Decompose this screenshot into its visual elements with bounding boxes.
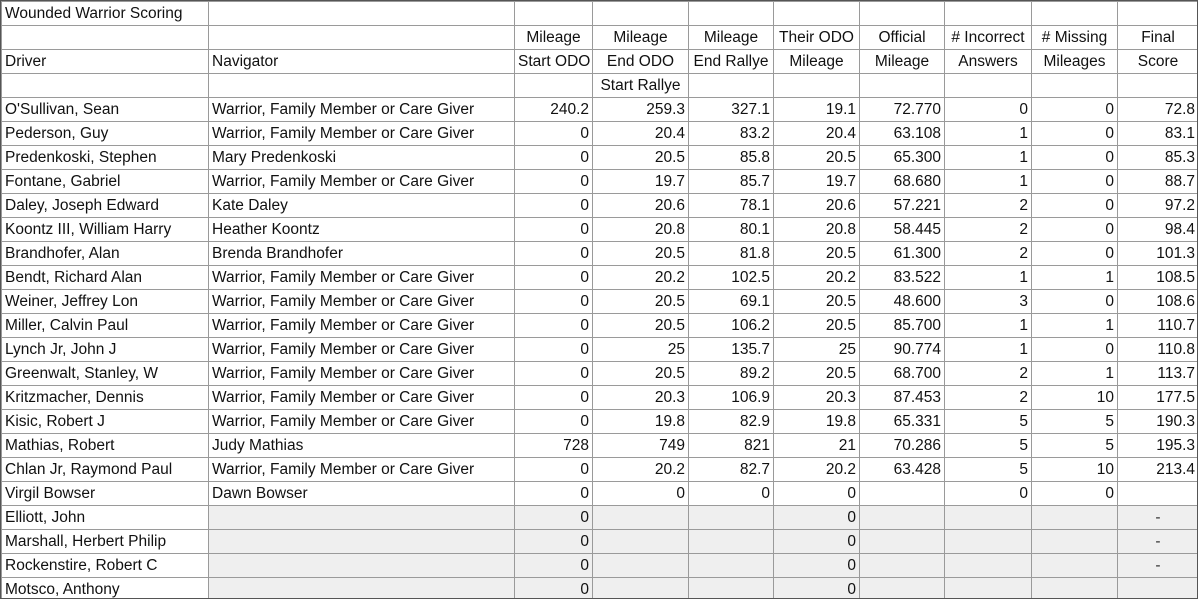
- cell-their-odo: 21: [774, 434, 860, 458]
- cell-start-odo: 0: [515, 554, 593, 578]
- cell-navigator: Heather Koontz: [209, 218, 515, 242]
- cell-driver: Elliott, John: [2, 506, 209, 530]
- cell-their-odo: 20.5: [774, 242, 860, 266]
- cell-navigator: Kate Daley: [209, 194, 515, 218]
- cell-incorrect-answers: 2: [945, 218, 1032, 242]
- cell-missing-mileages: 0: [1032, 482, 1118, 506]
- cell-navigator: Dawn Bowser: [209, 482, 515, 506]
- cell-missing-mileages: 1: [1032, 266, 1118, 290]
- cell-incorrect-answers: 3: [945, 290, 1032, 314]
- cell-navigator: Warrior, Family Member or Care Giver: [209, 266, 515, 290]
- cell-start-odo: 0: [515, 194, 593, 218]
- cell-their-odo: 20.2: [774, 266, 860, 290]
- cell-incorrect-answers: 5: [945, 434, 1032, 458]
- cell-start-odo: 0: [515, 170, 593, 194]
- cell-final-score: 101.3: [1118, 242, 1199, 266]
- header-incorrect-2: Answers: [945, 50, 1032, 74]
- cell-driver: Chlan Jr, Raymond Paul: [2, 458, 209, 482]
- header-row-2: [2, 50, 1199, 74]
- cell-end-odo: 20.3: [593, 386, 689, 410]
- table-row: [2, 146, 1199, 170]
- header-official-1: Official: [860, 26, 945, 50]
- header-their-odo-1: Their ODO: [774, 26, 860, 50]
- cell-navigator: Warrior, Family Member or Care Giver: [209, 314, 515, 338]
- cell-final-score: -: [1118, 530, 1199, 554]
- cell-final-score: 108.5: [1118, 266, 1199, 290]
- cell-start-odo: 0: [515, 410, 593, 434]
- cell-start-odo: 0: [515, 506, 593, 530]
- cell-end-odo: 19.8: [593, 410, 689, 434]
- header-final-1: Final: [1118, 26, 1199, 50]
- cell-end-rallye: 106.9: [689, 386, 774, 410]
- scoring-table: [1, 1, 1198, 599]
- cell-incorrect-answers: 2: [945, 386, 1032, 410]
- cell-official-mileage: 65.331: [860, 410, 945, 434]
- cell-start-odo: 0: [515, 290, 593, 314]
- cell-end-rallye: 78.1: [689, 194, 774, 218]
- cell-final-score: 213.4: [1118, 458, 1199, 482]
- cell-final-score: 108.6: [1118, 290, 1199, 314]
- header-row-1: [2, 26, 1199, 50]
- cell-missing-mileages: 0: [1032, 122, 1118, 146]
- cell-official-mileage: 48.600: [860, 290, 945, 314]
- cell-official-mileage: 58.445: [860, 218, 945, 242]
- cell-official-mileage: 70.286: [860, 434, 945, 458]
- header-navigator: Navigator: [209, 50, 515, 74]
- cell-end-odo: 0: [593, 482, 689, 506]
- cell-final-score: [1118, 578, 1199, 600]
- cell-driver: O'Sullivan, Sean: [2, 98, 209, 122]
- cell-their-odo: 20.6: [774, 194, 860, 218]
- cell-missing-mileages: 0: [1032, 338, 1118, 362]
- header-row-3: [2, 74, 1199, 98]
- cell-end-rallye: 81.8: [689, 242, 774, 266]
- cell-driver: Virgil Bowser: [2, 482, 209, 506]
- cell-official-mileage: 87.453: [860, 386, 945, 410]
- cell-official-mileage: 63.108: [860, 122, 945, 146]
- cell-start-odo: 0: [515, 338, 593, 362]
- cell-missing-mileages: 10: [1032, 386, 1118, 410]
- cell-final-score: 113.7: [1118, 362, 1199, 386]
- cell-final-score: 177.5: [1118, 386, 1199, 410]
- cell-incorrect-answers: 1: [945, 122, 1032, 146]
- cell-their-odo: 20.5: [774, 362, 860, 386]
- cell-their-odo: 19.1: [774, 98, 860, 122]
- cell-incorrect-answers: 1: [945, 170, 1032, 194]
- cell-end-odo: 20.5: [593, 362, 689, 386]
- cell-official-mileage: 68.680: [860, 170, 945, 194]
- table-row: [2, 578, 1199, 600]
- cell-start-odo: 0: [515, 530, 593, 554]
- cell-start-odo: 0: [515, 458, 593, 482]
- cell-official-mileage: 63.428: [860, 458, 945, 482]
- table-row: [2, 266, 1199, 290]
- cell-official-mileage: [860, 482, 945, 506]
- table-row: [2, 554, 1199, 578]
- cell-incorrect-answers: 2: [945, 194, 1032, 218]
- cell-final-score: 110.7: [1118, 314, 1199, 338]
- cell-navigator: Warrior, Family Member or Care Giver: [209, 98, 515, 122]
- cell-their-odo: 20.2: [774, 458, 860, 482]
- cell-end-rallye: 80.1: [689, 218, 774, 242]
- cell-official-mileage: 61.300: [860, 242, 945, 266]
- cell-navigator: Judy Mathias: [209, 434, 515, 458]
- cell-missing-mileages: 5: [1032, 434, 1118, 458]
- cell-official-mileage: 65.300: [860, 146, 945, 170]
- cell-incorrect-answers: 1: [945, 146, 1032, 170]
- header-end-rallye-2: End Rallye: [689, 50, 774, 74]
- cell-their-odo: 25: [774, 338, 860, 362]
- cell-final-score: [1118, 482, 1199, 506]
- cell-their-odo: 20.5: [774, 314, 860, 338]
- cell-end-rallye: 69.1: [689, 290, 774, 314]
- cell-driver: Fontane, Gabriel: [2, 170, 209, 194]
- cell-final-score: 195.3: [1118, 434, 1199, 458]
- cell-start-odo: 0: [515, 362, 593, 386]
- header-incorrect-1: # Incorrect: [945, 26, 1032, 50]
- cell-final-score: 97.2: [1118, 194, 1199, 218]
- header-their-odo-2: Mileage: [774, 50, 860, 74]
- cell-end-odo: 20.5: [593, 290, 689, 314]
- header-driver: Driver: [2, 50, 209, 74]
- cell-start-odo: 240.2: [515, 98, 593, 122]
- cell-their-odo: 19.7: [774, 170, 860, 194]
- cell-driver: Lynch Jr, John J: [2, 338, 209, 362]
- cell-end-rallye: 85.8: [689, 146, 774, 170]
- cell-final-score: 83.1: [1118, 122, 1199, 146]
- cell-missing-mileages: 1: [1032, 362, 1118, 386]
- cell-their-odo: 0: [774, 578, 860, 600]
- header-missing-2: Mileages: [1032, 50, 1118, 74]
- cell-start-odo: 0: [515, 122, 593, 146]
- cell-driver: Motsco, Anthony: [2, 578, 209, 600]
- cell-driver: Pederson, Guy: [2, 122, 209, 146]
- cell-missing-mileages: 0: [1032, 242, 1118, 266]
- cell-their-odo: 0: [774, 506, 860, 530]
- table-row: [2, 410, 1199, 434]
- table-row: [2, 458, 1199, 482]
- cell-their-odo: 0: [774, 482, 860, 506]
- cell-driver: Miller, Calvin Paul: [2, 314, 209, 338]
- table-row: [2, 98, 1199, 122]
- cell-driver: Mathias, Robert: [2, 434, 209, 458]
- cell-incorrect-answers: 2: [945, 242, 1032, 266]
- cell-missing-mileages: 0: [1032, 170, 1118, 194]
- header-start-odo-2: Start ODO: [515, 50, 593, 74]
- cell-driver: Weiner, Jeffrey Lon: [2, 290, 209, 314]
- cell-end-rallye: 82.7: [689, 458, 774, 482]
- cell-official-mileage: 85.700: [860, 314, 945, 338]
- cell-final-score: 85.3: [1118, 146, 1199, 170]
- cell-official-mileage: 90.774: [860, 338, 945, 362]
- cell-navigator: Brenda Brandhofer: [209, 242, 515, 266]
- table-row: [2, 290, 1199, 314]
- cell-their-odo: 19.8: [774, 410, 860, 434]
- table-row: [2, 194, 1199, 218]
- cell-navigator: Mary Predenkoski: [209, 146, 515, 170]
- header-missing-1: # Missing: [1032, 26, 1118, 50]
- cell-their-odo: 20.4: [774, 122, 860, 146]
- cell-start-odo: 0: [515, 266, 593, 290]
- cell-their-odo: 0: [774, 530, 860, 554]
- cell-end-rallye: 83.2: [689, 122, 774, 146]
- cell-end-odo: 20.6: [593, 194, 689, 218]
- cell-start-odo: 728: [515, 434, 593, 458]
- cell-navigator: Warrior, Family Member or Care Giver: [209, 122, 515, 146]
- table-row: [2, 506, 1199, 530]
- cell-incorrect-answers: 0: [945, 482, 1032, 506]
- cell-end-rallye: 82.9: [689, 410, 774, 434]
- cell-their-odo: 0: [774, 554, 860, 578]
- cell-missing-mileages: 0: [1032, 194, 1118, 218]
- table-row: [2, 242, 1199, 266]
- cell-their-odo: 20.8: [774, 218, 860, 242]
- table-row: [2, 386, 1199, 410]
- cell-official-mileage: 57.221: [860, 194, 945, 218]
- cell-navigator: Warrior, Family Member or Care Giver: [209, 386, 515, 410]
- cell-navigator: Warrior, Family Member or Care Giver: [209, 458, 515, 482]
- header-start-rallye: Start Rallye: [593, 74, 689, 98]
- cell-incorrect-answers: 2: [945, 362, 1032, 386]
- cell-end-odo: 20.5: [593, 314, 689, 338]
- cell-start-odo: 0: [515, 242, 593, 266]
- cell-end-odo: 749: [593, 434, 689, 458]
- table-row: [2, 482, 1199, 506]
- cell-incorrect-answers: 5: [945, 458, 1032, 482]
- cell-driver: Marshall, Herbert Philip: [2, 530, 209, 554]
- cell-start-odo: 0: [515, 578, 593, 600]
- table-row: [2, 122, 1199, 146]
- cell-end-rallye: 0: [689, 482, 774, 506]
- cell-end-rallye: 102.5: [689, 266, 774, 290]
- cell-driver: Rockenstire, Robert C: [2, 554, 209, 578]
- cell-end-odo: 20.4: [593, 122, 689, 146]
- cell-start-odo: 0: [515, 146, 593, 170]
- cell-end-odo: 19.7: [593, 170, 689, 194]
- cell-end-odo: 20.2: [593, 458, 689, 482]
- cell-end-rallye: 85.7: [689, 170, 774, 194]
- cell-missing-mileages: 0: [1032, 218, 1118, 242]
- header-start-odo-1: Mileage: [515, 26, 593, 50]
- cell-navigator: Warrior, Family Member or Care Giver: [209, 170, 515, 194]
- cell-missing-mileages: 10: [1032, 458, 1118, 482]
- cell-end-odo: 20.5: [593, 242, 689, 266]
- cell-missing-mileages: 1: [1032, 314, 1118, 338]
- table-row: [2, 314, 1199, 338]
- cell-missing-mileages: 0: [1032, 146, 1118, 170]
- header-final-2: Score: [1118, 50, 1199, 74]
- cell-end-rallye: 327.1: [689, 98, 774, 122]
- cell-driver: Koontz III, William Harry: [2, 218, 209, 242]
- header-end-rallye-1: Mileage: [689, 26, 774, 50]
- cell-official-mileage: 83.522: [860, 266, 945, 290]
- cell-final-score: 72.8: [1118, 98, 1199, 122]
- table-row: [2, 434, 1199, 458]
- table-row: [2, 218, 1199, 242]
- cell-driver: Greenwalt, Stanley, W: [2, 362, 209, 386]
- cell-missing-mileages: 5: [1032, 410, 1118, 434]
- cell-final-score: 98.4: [1118, 218, 1199, 242]
- cell-their-odo: 20.3: [774, 386, 860, 410]
- cell-final-score: 190.3: [1118, 410, 1199, 434]
- cell-end-rallye: 89.2: [689, 362, 774, 386]
- cell-official-mileage: 72.770: [860, 98, 945, 122]
- cell-end-odo: 20.2: [593, 266, 689, 290]
- cell-incorrect-answers: 0: [945, 98, 1032, 122]
- cell-final-score: 88.7: [1118, 170, 1199, 194]
- table-row: [2, 362, 1199, 386]
- cell-navigator: Warrior, Family Member or Care Giver: [209, 410, 515, 434]
- title-row: [2, 2, 1199, 26]
- cell-start-odo: 0: [515, 314, 593, 338]
- cell-driver: Predenkoski, Stephen: [2, 146, 209, 170]
- cell-missing-mileages: 0: [1032, 290, 1118, 314]
- cell-start-odo: 0: [515, 218, 593, 242]
- cell-driver: Kritzmacher, Dennis: [2, 386, 209, 410]
- cell-driver: Daley, Joseph Edward: [2, 194, 209, 218]
- cell-end-odo: 25: [593, 338, 689, 362]
- cell-their-odo: 20.5: [774, 290, 860, 314]
- cell-start-odo: 0: [515, 482, 593, 506]
- cell-final-score: -: [1118, 554, 1199, 578]
- cell-missing-mileages: 0: [1032, 98, 1118, 122]
- cell-end-odo: 20.8: [593, 218, 689, 242]
- table-row: [2, 530, 1199, 554]
- cell-their-odo: 20.5: [774, 146, 860, 170]
- cell-incorrect-answers: 5: [945, 410, 1032, 434]
- cell-end-rallye: 106.2: [689, 314, 774, 338]
- cell-incorrect-answers: 1: [945, 338, 1032, 362]
- cell-end-odo: 20.5: [593, 146, 689, 170]
- header-end-odo-1: Mileage: [593, 26, 689, 50]
- table-row: [2, 170, 1199, 194]
- sheet-title: Wounded Warrior Scoring: [2, 2, 209, 26]
- cell-navigator: Warrior, Family Member or Care Giver: [209, 290, 515, 314]
- cell-final-score: 110.8: [1118, 338, 1199, 362]
- cell-start-odo: 0: [515, 386, 593, 410]
- cell-driver: Kisic, Robert J: [2, 410, 209, 434]
- cell-final-score: -: [1118, 506, 1199, 530]
- cell-driver: Bendt, Richard Alan: [2, 266, 209, 290]
- cell-driver: Brandhofer, Alan: [2, 242, 209, 266]
- cell-navigator: Warrior, Family Member or Care Giver: [209, 338, 515, 362]
- cell-end-rallye: 135.7: [689, 338, 774, 362]
- cell-official-mileage: 68.700: [860, 362, 945, 386]
- table-row: [2, 338, 1199, 362]
- header-official-2: Mileage: [860, 50, 945, 74]
- cell-end-rallye: 821: [689, 434, 774, 458]
- cell-incorrect-answers: 1: [945, 314, 1032, 338]
- cell-end-odo: 259.3: [593, 98, 689, 122]
- cell-incorrect-answers: 1: [945, 266, 1032, 290]
- cell-navigator: Warrior, Family Member or Care Giver: [209, 362, 515, 386]
- header-end-odo-2: End ODO: [593, 50, 689, 74]
